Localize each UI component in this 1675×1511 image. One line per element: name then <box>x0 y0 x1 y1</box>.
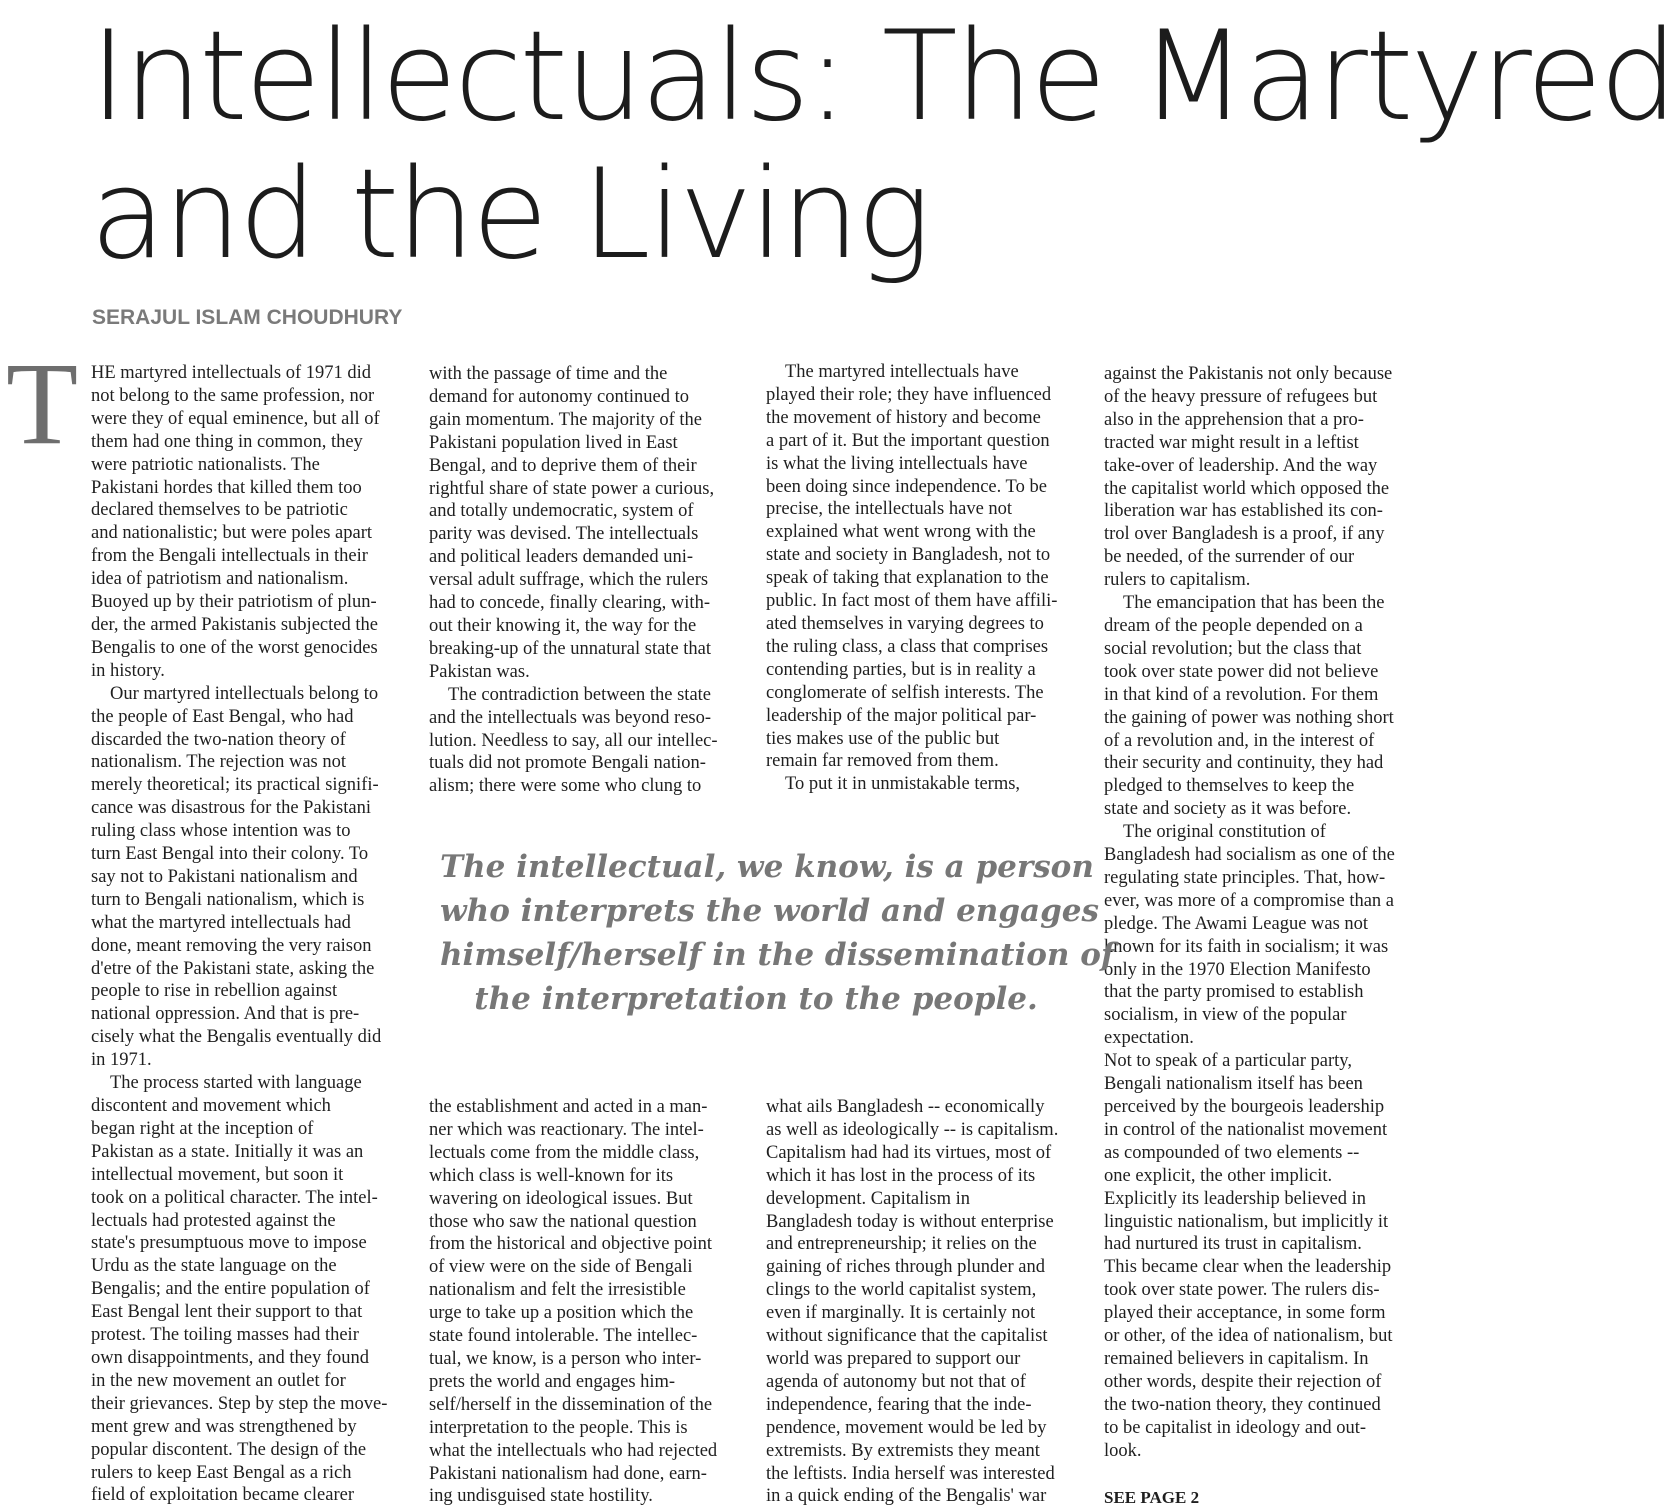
article-text-line: of a revolution and, in the interest of <box>1104 730 1375 751</box>
pull-quote-line: who interprets the world and engages <box>440 893 1099 929</box>
drop-cap: T <box>6 338 79 469</box>
article-text-line: state and society in Bangladesh, not to <box>766 545 1051 566</box>
article-text-line: liberation war has established its con- <box>1104 501 1383 522</box>
article-text-line: parity was devised. The intellectuals <box>429 524 699 545</box>
article-text-line: in the new movement an outlet for <box>91 1370 346 1391</box>
article-text-line: not belong to the same profession, nor <box>91 385 375 406</box>
article-text-line: turn to Bengali nationalism, which is <box>91 889 365 910</box>
article-text-line: as well as ideologically -- is capitalism. <box>766 1119 1059 1140</box>
article-text-line: Pakistani nationalism had done, earn- <box>429 1463 707 1484</box>
article-text-line: played their role; they have influenced <box>766 384 1052 405</box>
article-text-line: been doing since independence. To be <box>766 476 1047 497</box>
article-text-line: wavering on ideological issues. But <box>429 1188 693 1209</box>
article-text-line: HE martyred intellectuals of 1971 did <box>91 363 371 383</box>
headline <box>90 5 1675 287</box>
article-text-line: extremists. By extremists they meant <box>766 1440 1040 1461</box>
article-text-line: nationalism. The rejection was not <box>91 752 346 773</box>
article-text-line: cisely what the Bengalis eventually did <box>91 1027 382 1048</box>
article-text-line: pledged to themselves to keep the <box>1104 776 1355 797</box>
article-text-line: were patriotic nationalists. The <box>91 454 320 475</box>
article-text-line: took over state power. The rulers dis- <box>1104 1280 1380 1301</box>
column-3-top <box>766 361 1086 796</box>
article-text-line: clings to the world capitalist system, <box>766 1280 1037 1301</box>
article-text-line: that the party promised to establish <box>1104 982 1364 1003</box>
article-text-line: versal adult suffrage, which the rulers <box>429 570 709 591</box>
article-text-line: state and society as it was before. <box>1104 799 1352 820</box>
article-text-line: what the intellectuals who had rejected <box>429 1440 718 1461</box>
article-text-line: had to concede, finally clearing, with- <box>429 593 710 614</box>
article-text-line: Capitalism had had its virtues, most of <box>766 1142 1052 1163</box>
pull-quote-line: himself/herself in the dissemination of <box>440 937 1115 973</box>
article-text-line: the capitalist world which opposed the <box>1104 478 1390 499</box>
article-text-line: ever, was more of a compromise than a <box>1104 890 1395 911</box>
article-text-line: their security and continuity, they had <box>1104 753 1384 774</box>
article-text-line: were they of equal eminence, but all of <box>91 408 380 429</box>
article-text-line: speak of taking that explanation to the <box>766 568 1049 589</box>
column-2-bottom <box>429 1096 749 1508</box>
article-text-line: the people of East Bengal, who had <box>91 706 354 727</box>
article-text-line: rightful share of state power a curious, <box>429 478 715 499</box>
article-text-line: merely theoretical; its practical signifi- <box>91 775 379 796</box>
article-text-line: tual, we know, is a person who inter- <box>429 1348 702 1369</box>
article-text-line: Our martyred intellectuals belong to <box>110 683 379 704</box>
article-text-line: Buoyed up by their patriotism of plun- <box>91 592 377 613</box>
article-text-line: Not to speak of a particular party, <box>1104 1051 1352 1072</box>
article-text-line: of view were on the side of Bengali <box>429 1257 693 1278</box>
article-text-line: the ruling class, a class that comprises <box>766 636 1049 657</box>
article-text-line: rulers to keep East Bengal as a rich <box>91 1462 352 1483</box>
article-text-line: Pakistan was. <box>429 661 530 682</box>
article-text-line: discontent and movement which <box>91 1096 331 1116</box>
article-text-line: to be capitalist in ideology and out- <box>1104 1417 1367 1438</box>
article-text-line: and nationalistic; but were poles apart <box>91 523 373 544</box>
article-text-line: in control of the nationalist movement <box>1104 1119 1388 1140</box>
article-text-line: Pakistan as a state. Initially it was an <box>91 1141 364 1162</box>
article-text-line: the gaining of power was nothing short <box>1104 707 1394 728</box>
article-text-line: interpretation to the people. This is <box>429 1417 688 1438</box>
continuation-note: SEE PAGE 2 <box>1104 1488 1200 1507</box>
article-text-line: other words, despite their rejection of <box>1104 1371 1382 1392</box>
article-text-line: lution. Needless to say, all our intellec- <box>429 730 718 751</box>
headline-line-2: and the Living <box>90 143 928 287</box>
article-text-line: declared themselves to be patriotic <box>91 500 348 521</box>
article-text-line: contending parties, but is in reality a <box>766 659 1036 680</box>
article-text-line: cance was disastrous for the Pakistani <box>91 798 371 819</box>
article-text-line: and totally undemocratic, system of <box>429 501 694 522</box>
article-text-line: also in the apprehension that a pro- <box>1104 409 1364 430</box>
article-text-line: Bangladesh today is without enterprise <box>766 1211 1054 1232</box>
article-text-line: even if marginally. It is certainly not <box>766 1303 1036 1324</box>
article-text-line: as compounded of two elements -- <box>1104 1142 1360 1163</box>
article-text-line: one explicit, the other implicit. <box>1104 1165 1333 1186</box>
article-text-line: the leftists. India herself was interested <box>766 1463 1055 1484</box>
article-text-line: known for its faith in socialism; it was <box>1104 936 1389 957</box>
article-text-line: conglomerate of selfish interests. The <box>766 682 1044 703</box>
article-text-line: only in the 1970 Election Manifesto <box>1104 959 1371 980</box>
article-text-line: prets the world and engages him- <box>429 1371 676 1392</box>
article-text-line: of the heavy pressure of refugees but <box>1104 386 1378 407</box>
article-text-line: The process started with language <box>110 1073 362 1094</box>
article-text-line: expectation. <box>1104 1028 1194 1049</box>
pull-quote-line: the interpretation to the people. <box>474 981 1038 1017</box>
article-text-line: Urdu as the state language on the <box>91 1256 337 1277</box>
article-text-line: Pakistani hordes that killed them too <box>91 477 362 498</box>
article-text-line: what the martyred intellectuals had <box>91 912 351 933</box>
article-text-line: is what the living intellectuals have <box>766 453 1028 474</box>
article-text-line: without significance that the capitalist <box>766 1326 1048 1347</box>
article-text-line: Bengalis; and the entire population of <box>91 1279 370 1300</box>
article-text-line: lectuals had protested against the <box>91 1210 336 1231</box>
article-text-line: ner which was reactionary. The intel- <box>429 1119 704 1140</box>
article-text-line: ties makes use of the public but <box>766 728 1000 749</box>
article-text-line: The martyred intellectuals have <box>785 362 1019 382</box>
article-text-line: pendence, movement would be led by <box>766 1417 1047 1438</box>
article-text-line: urge to take up a position which the <box>429 1303 694 1324</box>
article-text-line: and the intellectuals was beyond reso- <box>429 707 712 728</box>
article-text-line: in history. <box>91 660 165 681</box>
article-text-line: popular discontent. The design of the <box>91 1439 367 1460</box>
headline-line-1: Intellectuals: The Martyred <box>90 5 1675 149</box>
article-text-line: d'etre of the Pakistani state, asking the <box>91 958 375 979</box>
article-text-line: in a quick ending of the Bengalis' war <box>766 1486 1047 1507</box>
article-text-line: public. In fact most of them have affili- <box>766 591 1058 612</box>
article-text-line: explained what went wrong with the <box>766 522 1036 543</box>
article-text-line: perceived by the bourgeois leadership <box>1104 1097 1385 1117</box>
article-text-line: ruling class whose intention was to <box>91 821 351 842</box>
article-text-line: protest. The toiling masses had their <box>91 1325 359 1346</box>
article-text-line: Pakistani population lived in East <box>429 432 678 453</box>
article-text-line: ing undisguised state hostility. <box>429 1486 653 1507</box>
article-text-line: social revolution; but the class that <box>1104 638 1362 659</box>
article-text-line: The original constitution of <box>1123 822 1326 843</box>
article-text-line: tuals did not promote Bengali nation- <box>429 753 706 774</box>
article-text-line: agenda of autonomy but not that of <box>766 1371 1026 1392</box>
article-text-line: tracted war might result in a leftist <box>1104 432 1359 453</box>
article-text-line: their grievances. Step by step the move- <box>91 1393 388 1414</box>
article-text-line: them had one thing in common, they <box>91 431 363 452</box>
article-text-line: Explicitly its leadership believed in <box>1104 1188 1367 1209</box>
article-text-line: gain momentum. The majority of the <box>429 409 702 430</box>
article-text-line: self/herself in the dissemination of the <box>429 1394 713 1415</box>
article-text-line: development. Capitalism in <box>766 1188 970 1209</box>
article-text-line: nationalism and felt the irresistible <box>429 1280 686 1301</box>
article-text-line: which class is well-known for its <box>429 1165 674 1186</box>
article-text-line: world was prepared to support our <box>766 1348 1021 1369</box>
article-text-line: remain far removed from them. <box>766 751 999 772</box>
article-text-line: leadership of the major political par- <box>766 705 1037 726</box>
article-text-line: demand for autonomy continued to <box>429 386 689 407</box>
article-text-line: began right at the inception of <box>91 1118 314 1139</box>
pull-quote-line: The intellectual, we know, is a person <box>440 849 1094 885</box>
article-text-line: what ails Bangladesh -- economically <box>766 1097 1045 1117</box>
article-text-line: East Bengal lent their support to that <box>91 1302 363 1323</box>
article-text-line: independence, fearing that the inde- <box>766 1394 1032 1415</box>
article-text-line: take-over of leadership. And the way <box>1104 455 1378 476</box>
article-text-line: Bangladesh had socialism as one of the <box>1104 845 1395 866</box>
article-text-line: the two-nation theory, they continued <box>1104 1394 1381 1415</box>
article-text-line: the movement of history and become <box>766 407 1041 428</box>
article-text-line: a part of it. But the important question <box>766 430 1050 451</box>
article-text-line: own disappointments, and they found <box>91 1347 369 1368</box>
article-text-line: turn East Bengal into their colony. To <box>91 844 369 865</box>
article-text-line: der, the armed Pakistanis subjected the <box>91 614 378 635</box>
article-text-line: pledge. The Awami League was not <box>1104 913 1369 934</box>
article-text-line: trol over Bangladesh is a proof, if any <box>1104 524 1385 545</box>
article-text-line: dream of the people depended on a <box>1104 615 1363 636</box>
article-text-line: To put it in unmistakable terms, <box>785 774 1021 795</box>
article-text-line: or other, of the idea of nationalism, but <box>1104 1326 1393 1347</box>
article-text-line: took on a political character. The intel- <box>91 1187 378 1208</box>
article-text-line: socialism, in view of the popular <box>1104 1005 1347 1026</box>
article-text-line: and entrepreneurship; it relies on the <box>766 1234 1037 1255</box>
article-text-line: in 1971. <box>91 1050 152 1071</box>
article-text-line: look. <box>1104 1440 1142 1461</box>
article-text-line: those who saw the national question <box>429 1211 697 1232</box>
article-text-line: Bengali nationalism itself has been <box>1104 1074 1363 1095</box>
article-text-line: from the historical and objective point <box>429 1234 713 1255</box>
article-text-line: which it has lost in the process of its <box>766 1165 1036 1186</box>
article-text-line: with the passage of time and the <box>429 364 668 384</box>
article-text-line: out their knowing it, the way for the <box>429 615 697 636</box>
article-text-line: state's presumptuous move to impose <box>91 1233 367 1254</box>
article-text-line: gaining of riches through plunder and <box>766 1257 1045 1278</box>
article-text-line: the establishment and acted in a man- <box>429 1097 708 1117</box>
article-text-line: alism; there were some who clung to <box>429 776 702 797</box>
column-4 <box>1104 363 1424 1463</box>
article-text-line: idea of patriotism and nationalism. <box>91 569 349 590</box>
article-text-line: took over state power did not believe <box>1104 661 1379 682</box>
article-text-line: intellectual movement, but soon it <box>91 1164 344 1185</box>
article-text-line: lectuals come from the middle class, <box>429 1142 700 1163</box>
column-1 <box>91 362 411 1507</box>
byline: SERAJUL ISLAM CHOUDHURY <box>92 306 403 329</box>
article-text-line: The contradiction between the state <box>448 684 712 705</box>
article-text-line: Bengal, and to deprive them of their <box>429 455 697 476</box>
article-text-line: be needed, of the surrender of our <box>1104 547 1355 568</box>
pull-quote <box>440 845 1115 1021</box>
article-text-line: and political leaders demanded uni- <box>429 547 694 568</box>
article-text-line: from the Bengali intellectuals in their <box>91 546 368 567</box>
article-text-line: national oppression. And that is pre- <box>91 1004 360 1025</box>
article-text-line: precise, the intellectuals have not <box>766 499 1013 520</box>
article-text-line: linguistic nationalism, but implicitly it <box>1104 1211 1389 1232</box>
article-text-line: state found intolerable. The intellec- <box>429 1326 698 1347</box>
article-text-line: remained believers in capitalism. In <box>1104 1348 1369 1369</box>
article-text-line: done, meant removing the very raison <box>91 935 372 956</box>
article-text-line: played their acceptance, in some form <box>1104 1303 1386 1324</box>
article-text-line: ment grew and was strengthened by <box>91 1416 357 1437</box>
article-text-line: discarded the two-nation theory of <box>91 729 346 750</box>
article-text-line: ated themselves in varying degrees to <box>766 613 1044 634</box>
article-text-line: in that kind of a revolution. For them <box>1104 684 1379 705</box>
article-text-line: Bengalis to one of the worst genocides <box>91 637 378 658</box>
column-3-bottom <box>766 1096 1086 1508</box>
column-2-top <box>429 363 749 798</box>
article-text-line: say not to Pakistani nationalism and <box>91 866 358 887</box>
article-text-line: rulers to capitalism. <box>1104 570 1251 591</box>
article-text-line: breaking-up of the unnatural state that <box>429 638 712 659</box>
article-text-line: had nurtured its trust in capitalism. <box>1104 1234 1362 1255</box>
article-text-line: The emancipation that has been the <box>1123 593 1385 614</box>
article-text-line: field of exploitation became clearer <box>91 1485 354 1506</box>
article-text-line: regulating state principles. That, how- <box>1104 867 1386 888</box>
article-text-line: against the Pakistanis not only because <box>1104 364 1393 384</box>
article-text-line: This became clear when the leadership <box>1104 1257 1392 1278</box>
article-text-line: people to rise in rebellion against <box>91 981 338 1002</box>
